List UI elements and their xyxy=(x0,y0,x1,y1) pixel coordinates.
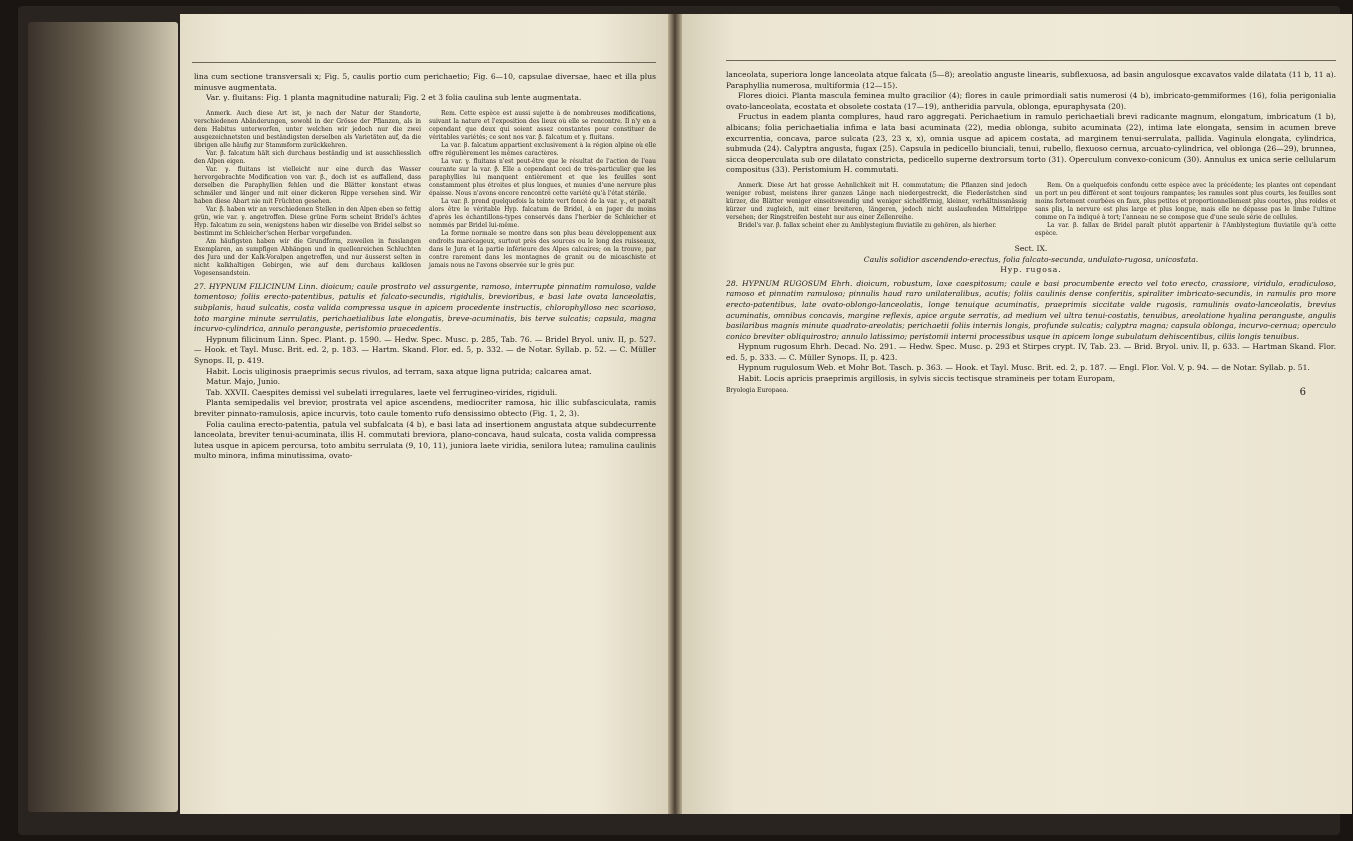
notes-columns xyxy=(726,182,1336,238)
french-note: La var. β. falcatum appartient exclusivement à la région alpine où elle offre régulièrement les mêmes caractères. xyxy=(429,141,656,157)
german-note: Anmerk. Auch diese Art ist, je nach der Natur der Standorte, verschiedenen Abänderungen, sowohl in der Grösse der Pflanzen, als in dem Habitus unterworfen, unter welchen wir jedoch nur die zwei ausgezeichnetsten und beständigsten derselben als Varietäten auf, da die übrigen alle häufig zur Stammform zurückkehren. xyxy=(194,109,421,149)
french-note: La var. β. prend quelquefois la teinte vert foncé de la var. γ., et paraît alors être le véritable Hyp. falcatum de Bridel, à en juger du moins d'après les échantillons-types conservés dans l'herbier de Schleicher et nommés par Bridel lui-même. xyxy=(429,197,656,229)
species-27-heading: 27. HYPNUM FILICINUM Linn. dioicum; caule prostrato vel assurgente, ramoso, interrupte pinnatim ramuloso, valde tomentoso; foliis erecto-patentibus, patulis et falcato-secundis, rigidulis, brevioribus, e basi late ovata lanceolatis, subplanis, haud sulcatis, costa valida compressa usque in apicem procedente instructis, chlorophylloso nec scarioso, toto margine minute serrulatis, perichaetialibus late elongatis, breve-acuminatis, bis terve sulcatis; capsula, magna incurvo-cylindrica, annulo peranguste, peristomio praecedentis. xyxy=(194,281,656,334)
german-note: Var. β. haben wir an verschiedenen Stellen in den Alpen eben so fettig grün, wie var. γ. angetroffen. Diese grüne Form scheint Bridel's ächtes Hyp. falcatum zu sein, wenigstens haben wir dieselbe von Bridel selbst so bestimmt im Schleicher'schen Herbar vorgefunden. xyxy=(194,205,421,237)
left-page xyxy=(180,14,668,814)
french-note: La var. γ. fluitans n'est peut-être que le résultat de l'action de l'eau courante sur la var. β. Elle a cependant ceci de très-particulier que les paraphyllies lui manquent entièrement et que les feuilles sont constamment plus étroites et plus longues, et munies d'une nervure plus épaisse. Nous n'avons encore rencontré cette variété qu'à l'état stérile. xyxy=(429,157,656,197)
german-note: Bridel's var. β. fallax scheint eher zu Amblystegium fluviatile zu gehören, als hierher. xyxy=(738,221,997,229)
top-para: lanceolata, superiora longe lanceolata atque falcata (5—8); areolatio anguste linearis, subflexuosa, ad basin angulosque excavatos valde dilatata (11 b, 11 a). Paraphyllia numerosa, multiformia (12—15). xyxy=(726,70,1336,90)
section-subtitle: Caulis solidior ascendendo-erectus, folia falcato-secunda, undulato-rugosa, unicostata. xyxy=(863,254,1199,264)
species-27-refs: Hypnum filicinum Linn. Spec. Plant. p. 1590. — Hedw. Spec. Musc. p. 285, Tab. 76. — Bridel Bryol. univ. II, p. 527. — Hook. et Tayl. Musc. Brit. ed. 2, p. 183. — Hartm. Skand. Flor. ed. 5, p. 332. — de Notar. Syllab. p. 52. — C. Müller Synops. II, p. 419. xyxy=(194,334,656,365)
notes-columns xyxy=(194,110,656,278)
var-gamma: Var. γ. fluitans: Fig. 1 planta magnitudine naturali; Fig. 2 et 3 folia caulina sub lente augmentata. xyxy=(206,93,582,103)
intro-line: lina cum sectione transversali x; Fig. 5, caulis portio cum perichaetio; Fig. 6—10, capsulae diversae, haec et illa plus minusve augmentata. xyxy=(194,72,656,92)
footer-label: Bryologia Europaea. xyxy=(726,386,789,394)
german-note: Var. γ. fluitans ist vielleicht nur eine durch das Wasser hervorgebrachte Modification von var. β., doch ist es auffallend, dass derselben die Paraphyllien fehlen und die Blätter konstant etwas schmäler und länger und mit einer dickeren Rippe versehen sind. Wir haben diese Abart nie mit Früchten gesehen. xyxy=(194,165,421,205)
fructus: Fructus in eadem planta complures, haud raro aggregati. Perichaetium in ramulo perichaetiali brevi radicante magnum, elongatum, imbricatum (1 b), albicans; folia perichaetialia infima e lata basi acuminata (22), media oblonga, subito acuminata (22), intima late elongata, sensim in acumen breve excurrentia, concava, parce sulcata (23, 23 x, x), omnia usque ad apicem costata, ad marginem tenui-serrulata, pallida. Vaginula elongata, cylindrica, submuda (24). Calyptra angusta, fugax (25). Capsula in pedicello biunciali, tenui, rubello, flexuoso cernua, arcuato-cylindrica, vel oblonga (26—29), brunnea, sicca deoperculata sub ore dilatato constricta, pedicello superne dextrorsum torto (31). Operculum convexo-conicum (30). Annulus ex unica serie cellularum compositus (33). Peristomium H. commutati. xyxy=(726,112,1336,175)
german-note: Am häufigsten haben wir die Grundform, zuweilen in fusslangen Exemplaren, an sumpfigen Abhängen und in quellenreichen Schluchten des Jura und der Kalk-Voralpen angetroffen, und nur äusserst selten in nicht kalkhaltigen Gebirgen, wie auf dem durchaus kalklosen Vogesensandstein. xyxy=(194,237,421,277)
section-name: Hyp. rugosa. xyxy=(1000,265,1062,275)
species-28-heading: 28. HYPNUM RUGOSUM Ehrh. dioicum, robustum, laxe caespitosum; caule e basi procumbente erecto vel toto erecto, crassiore, viridulo, eradiculoso, ramoso et pinnatim ramuloso; pinnulis haud raro unilateralibus, acutis; foliis caulinis dense conferitis, spiraliter imbricato-secundis, in ramulis pro more erecto-patentibus, late ovato-oblongo-lanceolatis, longe tenuique acuminatis, praeprimis siccitate valde rugosis, ramulinis ovato-lanceolatis, brevius acuminatis, omnibus concavis, margine reflexis, apice argute serratis, ad medium vel ultra tenui-costatis, tenuibus, areolatione hyalina peranguste, angulis basilaribus magnis minute quadrato-areolatis; perichaetii foliis internis longis, profunde sulcatis; calyptra magna; capsula oblonga, incurvo-cernua; operculo conico breviter obliquirostro; annulo latissimo; peristomii interni processibus usque in apicem longe subulatum dehiscentibus, ciliis longis tenuibus. xyxy=(726,278,1336,341)
french-note: Rem. Cette espèce est aussi sujette à de nombreuses modifications, suivant la nature et l'exposition des lieux où elle se rencontre. Il n'y en a cependant que deux qui soient assez constantes pour constituer de véritables variétés; ce sont nos var. β. falcatum et γ. fluitans. xyxy=(429,109,656,141)
page-footer xyxy=(726,387,1336,398)
planta: Planta semipedalis vel brevior, prostrata vel apice ascendens, mediocriter ramosa, hic illic subfasciculata, ramis breviter pinnato-ramulosis, apice incurvis, toto caule tomento rufo densissimo obtecto (Fig. 1, 2, 3). xyxy=(194,398,656,418)
habit: Habit. Locis apricis praeprimis argillosis, in sylvis siccis tectisque stramineis per totam Europam, xyxy=(738,374,1116,384)
german-notes xyxy=(194,110,421,278)
section-heading: Sect. IX. xyxy=(1014,243,1048,253)
header-rule xyxy=(726,60,1336,61)
folia: Folia caulina erecto-patentia, patula vel subfalcata (4 b), e basi lata ad insertionem angustata atque subdecurrente lanceolata, breviter tenui-acuminata, illis H. commutati breviora, plano-concava, haud sulcata, costa valida compressa lutea usque in apicem percursa, toto ambitu serrulata (9, 10, 11), juniora laete viridia, senilora lutea; ramulina caulinis multo minora, infima minutissima, ovato- xyxy=(194,419,656,461)
french-notes xyxy=(429,110,656,278)
signature-mark: 6 xyxy=(1299,386,1306,398)
header-rule xyxy=(192,62,656,63)
flores: Flores dioici. Planta mascula feminea multo gracilior (4); flores in caule primordiali satis numerosi (4 b), imbricato-gemmiformes (16), folia perigonialia ovato-lanceolata, ecostata et obsolete costata (17—19), antheridia parvula, oblonga, epuraphysata (20). xyxy=(726,91,1336,111)
matur: Matur. Majo, Junio. xyxy=(206,377,281,387)
left-page-edge xyxy=(28,22,178,812)
french-note: Rem. On a quelquefois confondu cette espèce avec la précédente; les plantes ont cependant un port un peu différent et sont toujours rampantes; les ramules sont plus courts, les feuilles sont moins fortement courbées en faux, plus petites et proportionnellement plus courtes, plus roides et sans plis, la nervure est plus large et plus longue, mais elle ne dépasse pas le limbe l'ultime comme on l'a indiqué à tort; l'anneau ne se compose que d'une seule série de cellules. xyxy=(1035,181,1336,221)
book-spine xyxy=(668,14,682,814)
french-notes xyxy=(1035,182,1336,238)
species-28-ref: Hypnum rugosum Ehrh. Decad. No. 291. — Hedw. Spec. Musc. p. 293 et Stirpes crypt. IV, Tab. 23. — Brid. Bryol. univ. II, p. 633. — Hartman Skand. Flor. ed. 5, p. 333. — C. Müller Synops. II, p. 423. xyxy=(726,342,1336,362)
french-note: La forme normale se montre dans son plus beau développement aux endroits marécageux, surtout près des sources ou le long des ruisseaux, dans le Jura et la partie inférieure des Alpes calcaires; on la trouve, par contre rarement dans les montagnes de granit ou de micaschiste et jamais nous ne l'avons observée sur le grès pur. xyxy=(429,229,656,269)
french-note: La var. β. fallax de Bridel paraît plutôt appartenir à l'Amblystegium fluviatile qu'à cette espèce. xyxy=(1035,221,1336,237)
habit: Habit. Locis uliginosis praeprimis secus rivulos, ad terram, saxa atque ligna putrida; calcarea amat. xyxy=(206,366,592,376)
tab: Tab. XXVII. Caespites demissi vel subelati irregulares, laete vel ferrugineo-virides, rigiduli. xyxy=(206,387,558,397)
german-note: Anmerk. Diese Art hat grosse Aehnlichkeit mit H. commutatum; die Pflanzen sind jedoch weniger robust, meistens ihrer ganzen Länge nach niedergestreckt, die Fiederästchen sind kürzer, die Blätter weniger einseitswendig und weniger sichelförmig, kleiner, verhältnissmässig kürzer und zugleich, mit einer breiteren, längeren, jedoch nicht auslaufenden Mittelrippe versehen; der Ringstreifen besteht nur aus einer Zellenreihe. xyxy=(726,181,1027,221)
species-28-ref: Hypnum rugulosum Web. et Mohr Bot. Tasch. p. 363. — Hook. et Tayl. Musc. Brit. ed. 2, p. 187. — Engl. Flor. Vol. V, p. 94. — de Notar. Syllab. p. 51. xyxy=(738,363,1310,373)
german-notes xyxy=(726,182,1027,238)
right-page xyxy=(682,14,1352,814)
german-note: Var. β. falcatum hält sich durchaus beständig und ist ausschliesslich den Alpen eigen. xyxy=(194,149,421,165)
